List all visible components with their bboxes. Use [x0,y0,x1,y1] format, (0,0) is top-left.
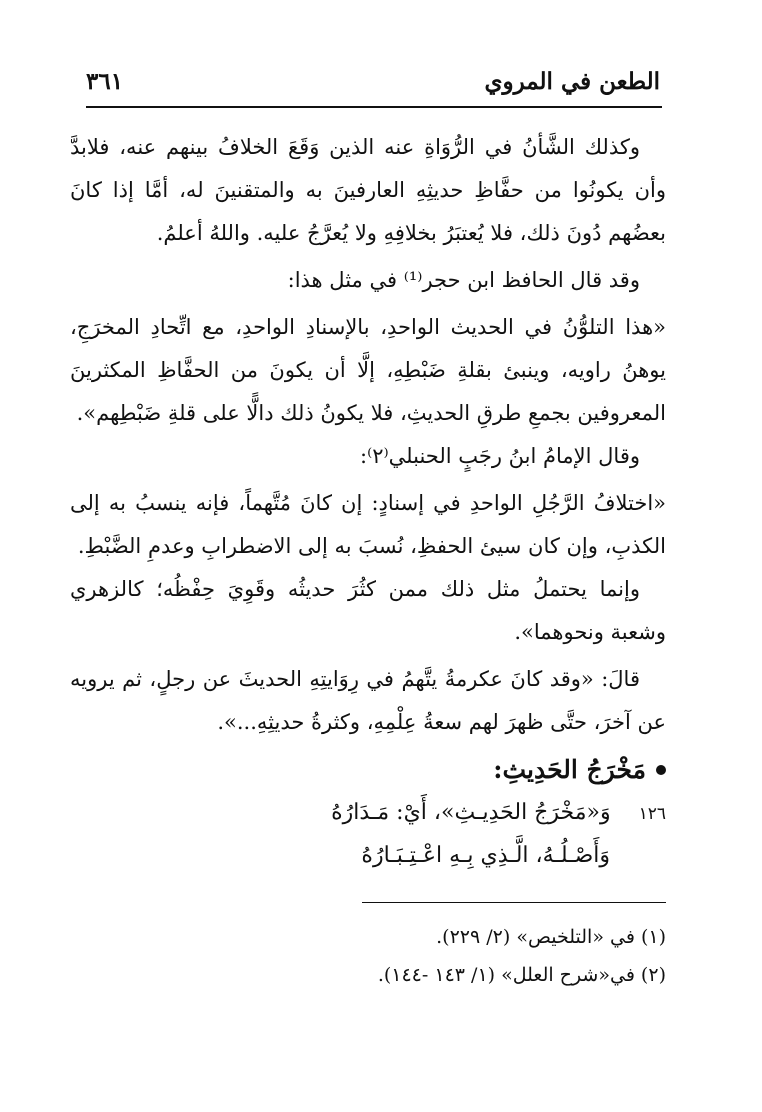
running-title: الطعن في المروي [484,67,660,95]
verse-line-2 [66,835,666,877]
verse-line-1 [66,792,666,835]
main-text [70,126,666,791]
verse-hemistich-2: وَأَصْـلُـهُ، الَّـذِي بِـهِ اعْـتِـبَـارُهُ [361,843,610,868]
bullet-icon [656,765,666,775]
verse-number: ١٢٦ [638,804,666,824]
verse-hemistich-1: وَ«مَخْرَجُ الحَدِيـثِ»، أَيْ: مَـدَارُهُ [331,800,611,825]
footnote-rule [362,902,666,903]
paragraph-6: وإنما يحتملُ مثل ذلك ممن كثُرَ حديثُه وقَوِيَ حِفْظُه؛ كالزهري وشعبة ونحوهما». [70,577,666,644]
paragraph-1: وكذلك الشَّأنُ في الرُّوَاةِ عنه الذين وَقَعَ الخلافُ بينهم عنه، فلابدَّ وأن يكونُوا من حفَّاظِ حديثِهِ العارفينَ به والمتقنينَ له، أمَّا إذا كانَ بعضُهم دُونَ ذلك، فلا يُعتبَرُ بخلافِهِ ولا يُعرَّجُ عليه. واللهُ أعلمُ. [70,135,666,245]
page-header [86,58,660,104]
paragraph-2: وقد قال الحافظ ابن حجر⁽¹⁾ في مثل هذا: [287,268,640,292]
header-rule [86,106,662,108]
section-heading [70,748,666,791]
page-number: ٣٦١ [86,67,124,95]
poem-verse [66,792,666,877]
quote-ibn-hajar: «هذا التلوُّنُ في الحديث الواحدِ، بالإسنادِ الواحدِ، مع اتِّحادِ المخرَجِ، يوهنُ راويه، وينبئ بقلةِ ضَبْطِهِ، إلَّا أن يكونَ من الحفَّاظِ المكثرينَ المعروفين بجمعِ طرقِ الحديثِ، فلا يكونُ ذلك دالًّا على قلةِ ضَبْطِهم». [70,315,666,425]
footnote-2: (٢) في«شرح العلل» (١/ ١٤٣ -١٤٤). [377,964,666,986]
footnote-1: (١) في «التلخيص» (٢/ ٢٢٩). [436,926,666,948]
paragraph-7: قالَ: «وقد كانَ عكرمةُ يتَّهمُ في رِوَايتِهِ الحديثَ عن رجلٍ، ثم يرويه عن آخرَ، حتَّى ظهرَ لهم سعةُ عِلْمِهِ، وكثرةُ حديثِهِ...». [70,667,666,734]
quote-ibn-rajab: «اختلافُ الرَّجُلِ الواحدِ في إسنادٍ: إن كانَ مُتَّهماً، فإنه ينسبُ به إلى الكذبِ، وإن كان سيئ الحفظِ، نُسبَ به إلى الاضطرابِ وعدمِ الضَّبْطِ. [70,491,666,558]
paragraph-4: وقال الإمامُ ابنُ رجَبٍ الحنبلي⁽٢⁾: [360,444,640,468]
footnotes [66,918,666,994]
section-heading-text: مَخْرَجُ الحَدِيثِ: [493,755,646,784]
